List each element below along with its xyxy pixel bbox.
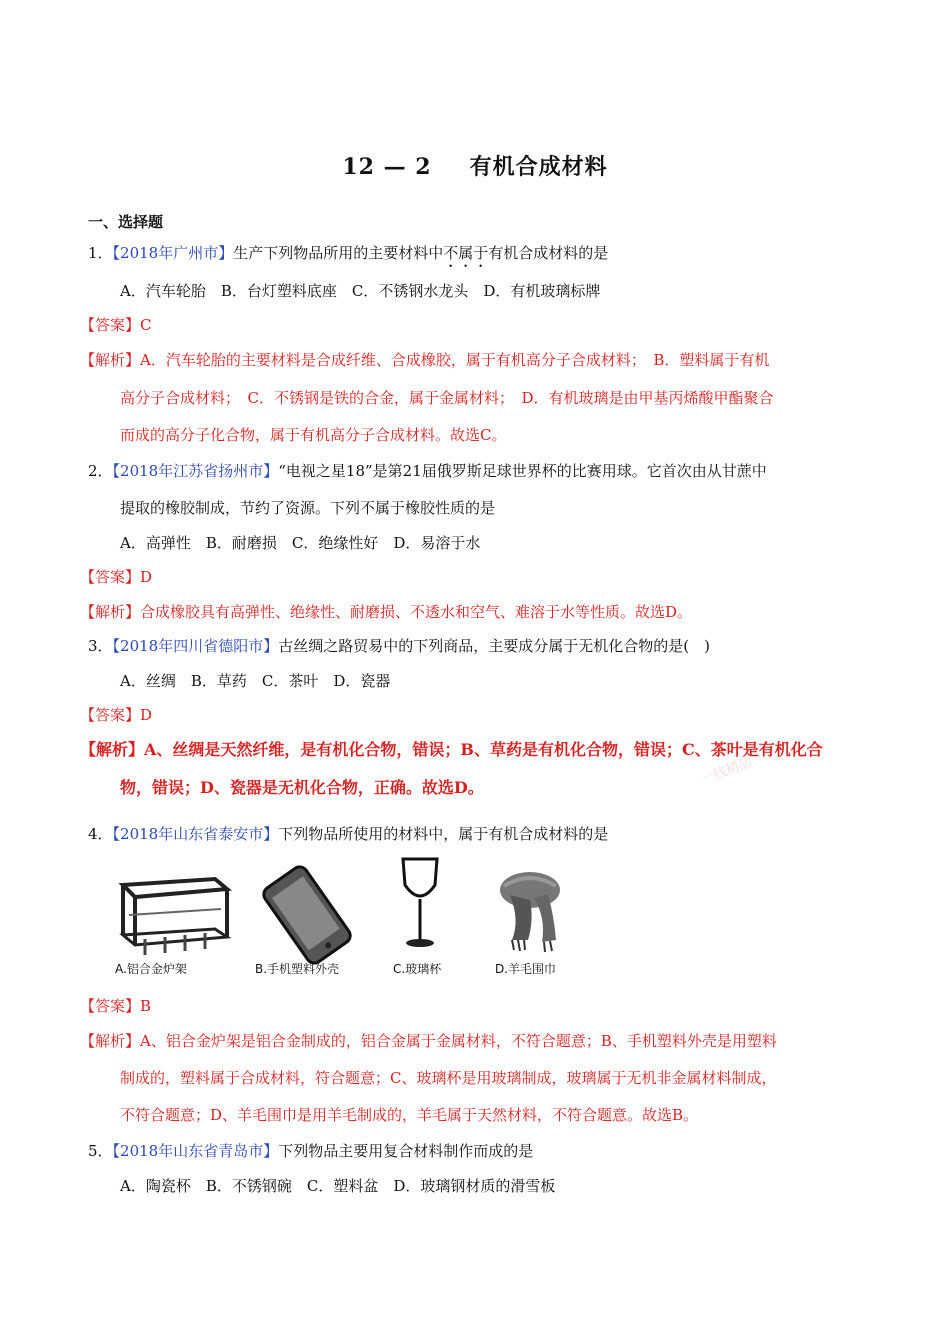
question-1-analysis-line-2: 高分子合成材料； C．不锈钢是铁的合金，属于金属材料； D．有机玻璃是由甲基丙烯酸甲酯聚合 xyxy=(120,389,774,407)
question-2-stem-line-1 xyxy=(88,461,767,481)
stem-text: 下列物品所使用的材料中，属于有机合成材料的是 xyxy=(278,825,609,843)
question-4-analysis-line-2: 制成的，塑料属于合成材料，符合题意；C、玻璃杯是用玻璃制成，玻璃属于无机非金属材料制成， xyxy=(120,1069,777,1087)
analysis-label: 【解析】 xyxy=(80,1032,141,1050)
question-5-options: A．陶瓷杯 B．不锈钢碗 C．塑料盆 D．玻璃钢材质的滑雪板 xyxy=(120,1177,556,1195)
page-title xyxy=(0,150,950,181)
image-caption-b: B.手机塑料外壳 xyxy=(255,962,340,976)
question-4-analysis-line-1 xyxy=(80,1031,777,1051)
stem-text: 古丝绸之路贸易中的下列商品，主要成分属于无机化合物的是( ) xyxy=(278,637,710,655)
question-2-answer xyxy=(80,567,152,587)
question-4-stem xyxy=(88,824,608,844)
question-3-stem xyxy=(88,636,710,656)
analysis-text: A、铝合金炉架是铝合金制成的，铝合金属于金属材料，不符合题意；B、手机塑料外壳是用塑料 xyxy=(140,1032,777,1050)
question-number: 2． xyxy=(88,462,113,480)
image-caption-d: D.羊毛围巾 xyxy=(495,962,557,976)
question-1-answer xyxy=(80,315,152,335)
analysis-text: 合成橡胶具有高弹性、绝缘性、耐磨损、不透水和空气、难溶于水等性质。故选D。 xyxy=(140,603,693,621)
stem-text: 下列物品主要用复合材料制作而成的是 xyxy=(278,1142,534,1160)
phone-case-image xyxy=(260,865,355,965)
emphasis-text: 不属于 xyxy=(443,244,489,262)
question-1-options: A．汽车轮胎 B．台灯塑料底座 C．不锈钢水龙头 D．有机玻璃标牌 xyxy=(120,282,601,300)
question-3-analysis-line-1 xyxy=(80,740,823,760)
stem-text: 生产下列物品所用的主要材料中 xyxy=(233,244,444,262)
analysis-text: A、丝绸是天然纤维，是有机化合物，错误；B、草药是有机化合物，错误；C、茶叶是有机化合 xyxy=(144,740,823,759)
answer-label: 【答案】 xyxy=(80,568,141,586)
stem-text: “电视之星18”是第21届俄罗斯足球世界杯的比赛用球。它首次由从甘蔗中 xyxy=(278,462,767,480)
title-number: 12 — 2 xyxy=(342,154,432,180)
question-source: 【2018年四川省德阳市】 xyxy=(112,637,279,655)
question-source: 【2018年广州市】 xyxy=(112,244,234,262)
question-3-options: A．丝绸 B．草药 C．茶叶 D．瓷器 xyxy=(120,672,391,690)
question-1-analysis-line-3: 而成的高分子化合物，属于有机高分子合成材料。故选C。 xyxy=(120,426,507,444)
question-5-stem xyxy=(88,1141,533,1161)
section-heading: 一、选择题 xyxy=(88,213,164,231)
question-4-answer xyxy=(80,996,151,1016)
analysis-label: 【解析】 xyxy=(80,351,141,369)
answer-value: C xyxy=(140,316,152,334)
stove-rack-image xyxy=(115,875,235,965)
question-3-analysis-line-2: 物，错误；D、瓷器是无机化合物，正确。故选D。 xyxy=(120,778,484,797)
analysis-label: 【解析】 xyxy=(80,603,141,621)
question-source: 【2018年江苏省扬州市】 xyxy=(112,462,279,480)
image-caption-c: C.玻璃杯 xyxy=(393,962,442,976)
question-number: 1． xyxy=(88,244,113,262)
answer-value: B xyxy=(140,997,152,1015)
analysis-text: A．汽车轮胎的主要材料是合成纤维、合成橡胶，属于有机高分子合成材料； B．塑料属于有机 xyxy=(140,351,770,369)
glass-cup-image xyxy=(395,855,445,955)
question-2-analysis xyxy=(80,602,692,622)
wool-scarf-image xyxy=(490,860,570,955)
answer-value: D xyxy=(140,706,153,724)
question-number: 5． xyxy=(88,1142,113,1160)
question-1-analysis-line-1 xyxy=(80,350,769,370)
question-number: 3． xyxy=(88,637,113,655)
answer-value: D xyxy=(140,568,153,586)
question-3-answer xyxy=(80,705,152,725)
question-number: 4． xyxy=(88,825,113,843)
analysis-label: 【解析】 xyxy=(80,740,145,759)
image-caption-a: A.铝合金炉架 xyxy=(115,962,187,976)
title-text: 有机合成材料 xyxy=(469,154,608,180)
question-4-analysis-line-3: 不符合题意；D、羊毛围巾是用羊毛制成的，羊毛属于天然材料，不符合题意。故选B。 xyxy=(120,1106,699,1124)
question-1-stem xyxy=(88,243,608,271)
question-source: 【2018年山东省泰安市】 xyxy=(112,825,279,843)
question-4-images xyxy=(115,855,585,985)
answer-label: 【答案】 xyxy=(80,316,141,334)
question-source: 【2018年山东省青岛市】 xyxy=(112,1142,279,1160)
watermark: 一线精品 xyxy=(699,755,754,788)
question-2-stem-line-2: 提取的橡胶制成，节约了资源。下列不属于橡胶性质的是 xyxy=(120,499,496,517)
answer-label: 【答案】 xyxy=(80,997,141,1015)
answer-label: 【答案】 xyxy=(80,706,141,724)
question-2-options: A．高弹性 B．耐磨损 C．绝缘性好 D．易溶于水 xyxy=(120,534,481,552)
stem-text: 有机合成材料的是 xyxy=(488,244,609,262)
